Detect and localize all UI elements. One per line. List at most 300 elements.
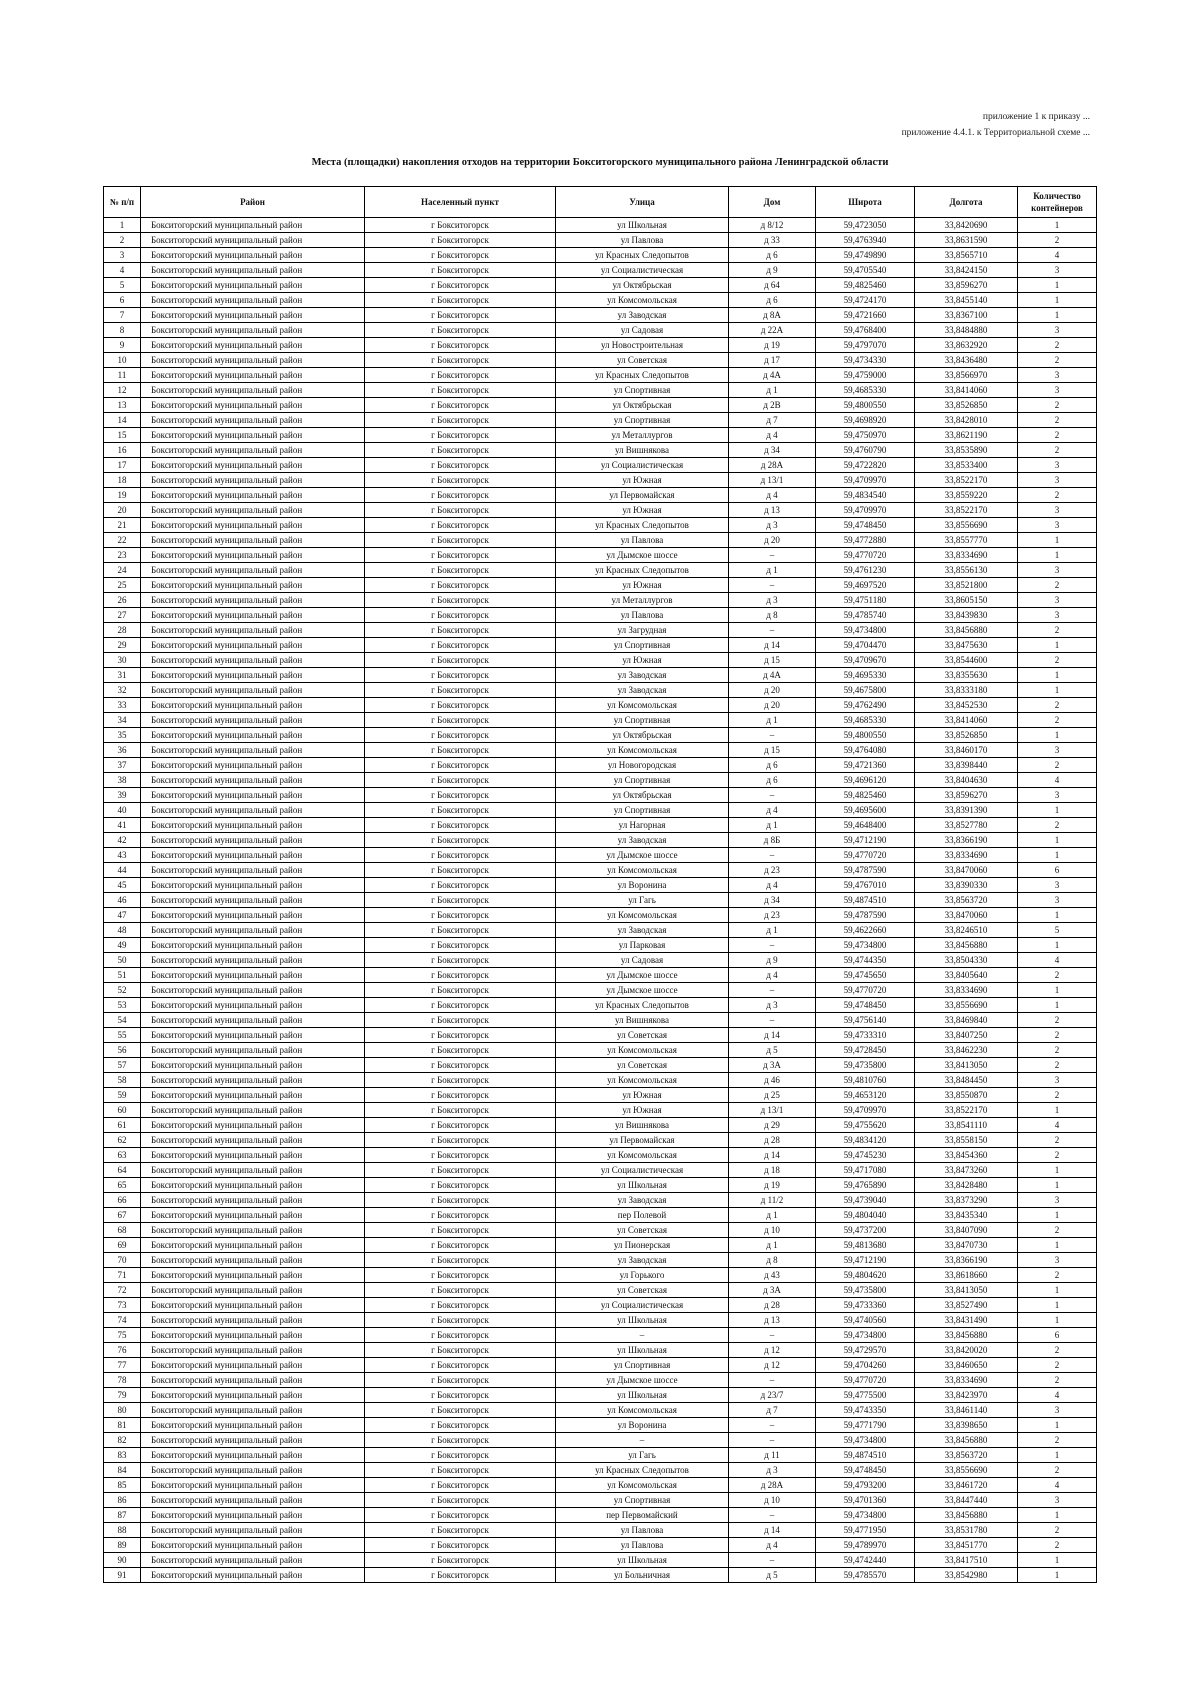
container-count-cell: 2 bbox=[1018, 653, 1097, 668]
district-cell: Бокситогорский муниципальный район bbox=[141, 1163, 365, 1178]
latitude-cell: 59,4775500 bbox=[816, 1388, 915, 1403]
longitude-cell: 33,8407090 bbox=[915, 1223, 1018, 1238]
settlement-cell: г Бокситогорск bbox=[365, 1268, 556, 1283]
settlement-cell: г Бокситогорск bbox=[365, 1328, 556, 1343]
street-cell: ул Школьная bbox=[556, 1313, 729, 1328]
row-number: 47 bbox=[104, 908, 141, 923]
longitude-cell: 33,8461140 bbox=[915, 1403, 1018, 1418]
column-header: Широта bbox=[816, 187, 915, 218]
table-row bbox=[104, 338, 1097, 353]
longitude-cell: 33,8398650 bbox=[915, 1418, 1018, 1433]
street-cell: ул Спортивная bbox=[556, 383, 729, 398]
row-number: 16 bbox=[104, 443, 141, 458]
longitude-cell: 33,8398440 bbox=[915, 758, 1018, 773]
row-number: 51 bbox=[104, 968, 141, 983]
settlement-cell: г Бокситогорск bbox=[365, 1463, 556, 1478]
longitude-cell: 33,8413050 bbox=[915, 1058, 1018, 1073]
latitude-cell: 59,4748450 bbox=[816, 1463, 915, 1478]
row-number: 33 bbox=[104, 698, 141, 713]
container-count-cell: 2 bbox=[1018, 968, 1097, 983]
column-header: Количество контейнеров bbox=[1018, 187, 1097, 218]
settlement-cell: г Бокситогорск bbox=[365, 848, 556, 863]
settlement-cell: г Бокситогорск bbox=[365, 1028, 556, 1043]
latitude-cell: 59,4749890 bbox=[816, 248, 915, 263]
street-cell: ул Гагь bbox=[556, 1448, 729, 1463]
district-cell: Бокситогорский муниципальный район bbox=[141, 233, 365, 248]
longitude-cell: 33,8470730 bbox=[915, 1238, 1018, 1253]
container-count-cell: 1 bbox=[1018, 1283, 1097, 1298]
table-row bbox=[104, 1298, 1097, 1313]
latitude-cell: 59,4734800 bbox=[816, 1508, 915, 1523]
container-count-cell: 2 bbox=[1018, 1043, 1097, 1058]
container-count-cell: 3 bbox=[1018, 788, 1097, 803]
house-cell: д 15 bbox=[729, 743, 816, 758]
row-number: 27 bbox=[104, 608, 141, 623]
latitude-cell: 59,4793200 bbox=[816, 1478, 915, 1493]
settlement-cell: г Бокситогорск bbox=[365, 458, 556, 473]
container-count-cell: 1 bbox=[1018, 548, 1097, 563]
street-cell: ул Заводская bbox=[556, 308, 729, 323]
row-number: 20 bbox=[104, 503, 141, 518]
row-number: 32 bbox=[104, 683, 141, 698]
row-number: 52 bbox=[104, 983, 141, 998]
district-cell: Бокситогорский муниципальный район bbox=[141, 923, 365, 938]
table-row bbox=[104, 668, 1097, 683]
container-count-cell: 2 bbox=[1018, 413, 1097, 428]
table-row bbox=[104, 893, 1097, 908]
container-count-cell: 1 bbox=[1018, 278, 1097, 293]
container-count-cell: 3 bbox=[1018, 563, 1097, 578]
table-row bbox=[104, 1508, 1097, 1523]
longitude-cell: 33,8522170 bbox=[915, 1103, 1018, 1118]
street-cell: ул Пионерская bbox=[556, 1238, 729, 1253]
settlement-cell: г Бокситогорск bbox=[365, 1358, 556, 1373]
longitude-cell: 33,8631590 bbox=[915, 233, 1018, 248]
street-cell: ул Вишнякова bbox=[556, 1118, 729, 1133]
latitude-cell: 59,4755620 bbox=[816, 1118, 915, 1133]
longitude-cell: 33,8533400 bbox=[915, 458, 1018, 473]
latitude-cell: 59,4765890 bbox=[816, 1178, 915, 1193]
settlement-cell: г Бокситогорск bbox=[365, 1253, 556, 1268]
table-header-row bbox=[104, 187, 1097, 218]
container-count-cell: 2 bbox=[1018, 1433, 1097, 1448]
settlement-cell: г Бокситогорск bbox=[365, 878, 556, 893]
latitude-cell: 59,4709670 bbox=[816, 653, 915, 668]
street-cell: ул Комсомольская bbox=[556, 863, 729, 878]
district-cell: Бокситогорский муниципальный район bbox=[141, 1373, 365, 1388]
street-cell: ул Металлургов bbox=[556, 428, 729, 443]
street-cell: ул Советская bbox=[556, 353, 729, 368]
latitude-cell: 59,4770720 bbox=[816, 548, 915, 563]
row-number: 82 bbox=[104, 1433, 141, 1448]
table-row bbox=[104, 1343, 1097, 1358]
row-number: 41 bbox=[104, 818, 141, 833]
house-cell: д 9 bbox=[729, 953, 816, 968]
house-cell: д 64 bbox=[729, 278, 816, 293]
table-row bbox=[104, 353, 1097, 368]
longitude-cell: 33,8407250 bbox=[915, 1028, 1018, 1043]
district-cell: Бокситогорский муниципальный район bbox=[141, 878, 365, 893]
table-row bbox=[104, 638, 1097, 653]
street-cell: ул Вишнякова bbox=[556, 1013, 729, 1028]
longitude-cell: 33,8531780 bbox=[915, 1523, 1018, 1538]
row-number: 91 bbox=[104, 1568, 141, 1583]
longitude-cell: 33,8475630 bbox=[915, 638, 1018, 653]
container-count-cell: 1 bbox=[1018, 1103, 1097, 1118]
latitude-cell: 59,4745650 bbox=[816, 968, 915, 983]
house-cell: д 12 bbox=[729, 1358, 816, 1373]
latitude-cell: 59,4622660 bbox=[816, 923, 915, 938]
house-cell: д 3А bbox=[729, 1058, 816, 1073]
container-count-cell: 3 bbox=[1018, 383, 1097, 398]
table-row bbox=[104, 1118, 1097, 1133]
settlement-cell: г Бокситогорск bbox=[365, 1568, 556, 1583]
settlement-cell: г Бокситогорск bbox=[365, 428, 556, 443]
latitude-cell: 59,4771790 bbox=[816, 1418, 915, 1433]
row-number: 10 bbox=[104, 353, 141, 368]
latitude-cell: 59,4685330 bbox=[816, 713, 915, 728]
latitude-cell: 59,4759000 bbox=[816, 368, 915, 383]
district-cell: Бокситогорский муниципальный район bbox=[141, 518, 365, 533]
house-cell: д 5 bbox=[729, 1043, 816, 1058]
latitude-cell: 59,4804620 bbox=[816, 1268, 915, 1283]
house-cell: д 23 bbox=[729, 863, 816, 878]
latitude-cell: 59,4696120 bbox=[816, 773, 915, 788]
table-row bbox=[104, 998, 1097, 1013]
table-row bbox=[104, 878, 1097, 893]
table-row bbox=[104, 1028, 1097, 1043]
latitude-cell: 59,4797070 bbox=[816, 338, 915, 353]
longitude-cell: 33,8431490 bbox=[915, 1313, 1018, 1328]
latitude-cell: 59,4734800 bbox=[816, 623, 915, 638]
container-count-cell: 3 bbox=[1018, 503, 1097, 518]
district-cell: Бокситогорский муниципальный район bbox=[141, 1208, 365, 1223]
house-cell: д 23 bbox=[729, 908, 816, 923]
settlement-cell: г Бокситогорск bbox=[365, 1523, 556, 1538]
district-cell: Бокситогорский муниципальный район bbox=[141, 1133, 365, 1148]
table-row bbox=[104, 1538, 1097, 1553]
row-number: 78 bbox=[104, 1373, 141, 1388]
latitude-cell: 59,4695600 bbox=[816, 803, 915, 818]
house-cell: – bbox=[729, 938, 816, 953]
table-row bbox=[104, 308, 1097, 323]
street-cell: – bbox=[556, 1433, 729, 1448]
longitude-cell: 33,8414060 bbox=[915, 383, 1018, 398]
street-cell: ул Парковая bbox=[556, 938, 729, 953]
street-cell: ул Красных Следопытов bbox=[556, 998, 729, 1013]
table-row bbox=[104, 1493, 1097, 1508]
district-cell: Бокситогорский муниципальный район bbox=[141, 623, 365, 638]
longitude-cell: 33,8417510 bbox=[915, 1553, 1018, 1568]
row-number: 67 bbox=[104, 1208, 141, 1223]
district-cell: Бокситогорский муниципальный район bbox=[141, 578, 365, 593]
latitude-cell: 59,4704260 bbox=[816, 1358, 915, 1373]
longitude-cell: 33,8420690 bbox=[915, 218, 1018, 233]
table-row bbox=[104, 773, 1097, 788]
table-row bbox=[104, 1478, 1097, 1493]
house-cell: д 10 bbox=[729, 1493, 816, 1508]
longitude-cell: 33,8404630 bbox=[915, 773, 1018, 788]
street-cell: ул Заводская bbox=[556, 923, 729, 938]
table-row bbox=[104, 533, 1097, 548]
container-count-cell: 4 bbox=[1018, 1478, 1097, 1493]
row-number: 50 bbox=[104, 953, 141, 968]
container-count-cell: 3 bbox=[1018, 1253, 1097, 1268]
settlement-cell: г Бокситогорск bbox=[365, 353, 556, 368]
table-row bbox=[104, 428, 1097, 443]
street-cell: ул Красных Следопытов bbox=[556, 1463, 729, 1478]
row-number: 66 bbox=[104, 1193, 141, 1208]
longitude-cell: 33,8334690 bbox=[915, 548, 1018, 563]
house-cell: д 3 bbox=[729, 593, 816, 608]
row-number: 84 bbox=[104, 1463, 141, 1478]
longitude-cell: 33,8447440 bbox=[915, 1493, 1018, 1508]
container-count-cell: 3 bbox=[1018, 518, 1097, 533]
column-header: Дом bbox=[729, 187, 816, 218]
longitude-cell: 33,8367100 bbox=[915, 308, 1018, 323]
district-cell: Бокситогорский муниципальный район bbox=[141, 1088, 365, 1103]
street-cell: ул Вишнякова bbox=[556, 443, 729, 458]
street-cell: ул Спортивная bbox=[556, 1493, 729, 1508]
row-number: 37 bbox=[104, 758, 141, 773]
district-cell: Бокситогорский муниципальный район bbox=[141, 638, 365, 653]
row-number: 56 bbox=[104, 1043, 141, 1058]
longitude-cell: 33,8373290 bbox=[915, 1193, 1018, 1208]
container-count-cell: 2 bbox=[1018, 698, 1097, 713]
latitude-cell: 59,4762490 bbox=[816, 698, 915, 713]
row-number: 73 bbox=[104, 1298, 141, 1313]
district-cell: Бокситогорский муниципальный район bbox=[141, 1253, 365, 1268]
district-cell: Бокситогорский муниципальный район bbox=[141, 1058, 365, 1073]
street-cell: ул Комсомольская bbox=[556, 908, 729, 923]
table-row bbox=[104, 758, 1097, 773]
container-count-cell: 1 bbox=[1018, 683, 1097, 698]
district-cell: Бокситогорский муниципальный район bbox=[141, 383, 365, 398]
latitude-cell: 59,4800550 bbox=[816, 398, 915, 413]
longitude-cell: 33,8413050 bbox=[915, 1283, 1018, 1298]
district-cell: Бокситогорский муниципальный район bbox=[141, 278, 365, 293]
longitude-cell: 33,8461720 bbox=[915, 1478, 1018, 1493]
row-number: 68 bbox=[104, 1223, 141, 1238]
settlement-cell: г Бокситогорск bbox=[365, 1298, 556, 1313]
row-number: 23 bbox=[104, 548, 141, 563]
longitude-cell: 33,8390330 bbox=[915, 878, 1018, 893]
longitude-cell: 33,8618660 bbox=[915, 1268, 1018, 1283]
row-number: 86 bbox=[104, 1493, 141, 1508]
row-number: 24 bbox=[104, 563, 141, 578]
district-cell: Бокситогорский муниципальный район bbox=[141, 1028, 365, 1043]
row-number: 12 bbox=[104, 383, 141, 398]
table-row bbox=[104, 623, 1097, 638]
longitude-cell: 33,8544600 bbox=[915, 653, 1018, 668]
settlement-cell: г Бокситогорск bbox=[365, 518, 556, 533]
street-cell: ул Октябрьская bbox=[556, 278, 729, 293]
settlement-cell: г Бокситогорск bbox=[365, 443, 556, 458]
table-row bbox=[104, 518, 1097, 533]
district-cell: Бокситогорский муниципальный район bbox=[141, 593, 365, 608]
house-cell: д 25 bbox=[729, 1088, 816, 1103]
house-cell: д 22А bbox=[729, 323, 816, 338]
row-number: 65 bbox=[104, 1178, 141, 1193]
table-row bbox=[104, 1523, 1097, 1538]
street-cell: ул Комсомольская bbox=[556, 1043, 729, 1058]
street-cell: ул Павлова bbox=[556, 233, 729, 248]
settlement-cell: г Бокситогорск bbox=[365, 1553, 556, 1568]
table-row bbox=[104, 1253, 1097, 1268]
latitude-cell: 59,4735800 bbox=[816, 1283, 915, 1298]
district-cell: Бокситогорский муниципальный район bbox=[141, 398, 365, 413]
container-count-cell: 1 bbox=[1018, 218, 1097, 233]
settlement-cell: г Бокситогорск bbox=[365, 1343, 556, 1358]
settlement-cell: г Бокситогорск bbox=[365, 998, 556, 1013]
table-row bbox=[104, 1133, 1097, 1148]
house-cell: – bbox=[729, 728, 816, 743]
street-cell: ул Школьная bbox=[556, 1343, 729, 1358]
settlement-cell: г Бокситогорск bbox=[365, 1193, 556, 1208]
street-cell: – bbox=[556, 1328, 729, 1343]
street-cell: ул Павлова bbox=[556, 533, 729, 548]
longitude-cell: 33,8484450 bbox=[915, 1073, 1018, 1088]
row-number: 9 bbox=[104, 338, 141, 353]
district-cell: Бокситогорский муниципальный район bbox=[141, 1118, 365, 1133]
container-count-cell: 1 bbox=[1018, 668, 1097, 683]
row-number: 2 bbox=[104, 233, 141, 248]
table-row bbox=[104, 698, 1097, 713]
settlement-cell: г Бокситогорск bbox=[365, 383, 556, 398]
settlement-cell: г Бокситогорск bbox=[365, 908, 556, 923]
house-cell: д 12 bbox=[729, 1343, 816, 1358]
settlement-cell: г Бокситогорск bbox=[365, 1043, 556, 1058]
street-cell: ул Заводская bbox=[556, 1253, 729, 1268]
district-cell: Бокситогорский муниципальный район bbox=[141, 473, 365, 488]
house-cell: д 43 bbox=[729, 1268, 816, 1283]
longitude-cell: 33,8355630 bbox=[915, 668, 1018, 683]
settlement-cell: г Бокситогорск bbox=[365, 473, 556, 488]
district-cell: Бокситогорский муниципальный район bbox=[141, 668, 365, 683]
house-cell: д 33 bbox=[729, 233, 816, 248]
latitude-cell: 59,4770720 bbox=[816, 848, 915, 863]
container-count-cell: 1 bbox=[1018, 1448, 1097, 1463]
house-cell: д 4 bbox=[729, 878, 816, 893]
table-row bbox=[104, 683, 1097, 698]
container-count-cell: 2 bbox=[1018, 233, 1097, 248]
latitude-cell: 59,4735800 bbox=[816, 1058, 915, 1073]
house-cell: д 4 bbox=[729, 968, 816, 983]
district-cell: Бокситогорский муниципальный район bbox=[141, 1478, 365, 1493]
container-count-cell: 2 bbox=[1018, 1088, 1097, 1103]
row-number: 61 bbox=[104, 1118, 141, 1133]
house-cell: – bbox=[729, 788, 816, 803]
container-count-cell: 2 bbox=[1018, 338, 1097, 353]
table-row bbox=[104, 1463, 1097, 1478]
longitude-cell: 33,8391390 bbox=[915, 803, 1018, 818]
table-row bbox=[104, 278, 1097, 293]
table-row bbox=[104, 1073, 1097, 1088]
latitude-cell: 59,4712190 bbox=[816, 833, 915, 848]
row-number: 42 bbox=[104, 833, 141, 848]
latitude-cell: 59,4763940 bbox=[816, 233, 915, 248]
latitude-cell: 59,4742440 bbox=[816, 1553, 915, 1568]
settlement-cell: г Бокситогорск bbox=[365, 398, 556, 413]
container-count-cell: 1 bbox=[1018, 803, 1097, 818]
container-count-cell: 3 bbox=[1018, 263, 1097, 278]
longitude-cell: 33,8526850 bbox=[915, 398, 1018, 413]
latitude-cell: 59,4698920 bbox=[816, 413, 915, 428]
street-cell: ул Нагорная bbox=[556, 818, 729, 833]
settlement-cell: г Бокситогорск bbox=[365, 1388, 556, 1403]
container-count-cell: 3 bbox=[1018, 458, 1097, 473]
district-cell: Бокситогорский муниципальный район bbox=[141, 1358, 365, 1373]
latitude-cell: 59,4748450 bbox=[816, 998, 915, 1013]
district-cell: Бокситогорский муниципальный район bbox=[141, 368, 365, 383]
container-count-cell: 2 bbox=[1018, 578, 1097, 593]
longitude-cell: 33,8334690 bbox=[915, 1373, 1018, 1388]
street-cell: ул Социалистическая bbox=[556, 1163, 729, 1178]
table-row bbox=[104, 578, 1097, 593]
longitude-cell: 33,8436480 bbox=[915, 353, 1018, 368]
settlement-cell: г Бокситогорск bbox=[365, 1058, 556, 1073]
container-count-cell: 2 bbox=[1018, 623, 1097, 638]
street-cell: ул Заводская bbox=[556, 668, 729, 683]
longitude-cell: 33,8556690 bbox=[915, 518, 1018, 533]
longitude-cell: 33,8246510 bbox=[915, 923, 1018, 938]
longitude-cell: 33,8469840 bbox=[915, 1013, 1018, 1028]
house-cell: д 4 bbox=[729, 428, 816, 443]
container-count-cell: 3 bbox=[1018, 473, 1097, 488]
longitude-cell: 33,8366190 bbox=[915, 1253, 1018, 1268]
latitude-cell: 59,4787590 bbox=[816, 908, 915, 923]
container-count-cell: 1 bbox=[1018, 1178, 1097, 1193]
street-cell: ул Социалистическая bbox=[556, 1298, 729, 1313]
settlement-cell: г Бокситогорск bbox=[365, 803, 556, 818]
table-row bbox=[104, 473, 1097, 488]
container-count-cell: 1 bbox=[1018, 998, 1097, 1013]
row-number: 89 bbox=[104, 1538, 141, 1553]
latitude-cell: 59,4744350 bbox=[816, 953, 915, 968]
container-count-cell: 2 bbox=[1018, 488, 1097, 503]
house-cell: д 28А bbox=[729, 1478, 816, 1493]
district-cell: Бокситогорский муниципальный район bbox=[141, 1568, 365, 1583]
longitude-cell: 33,8435340 bbox=[915, 1208, 1018, 1223]
street-cell: ул Дымское шоссе bbox=[556, 968, 729, 983]
latitude-cell: 59,4685330 bbox=[816, 383, 915, 398]
table-row bbox=[104, 1358, 1097, 1373]
table-row bbox=[104, 368, 1097, 383]
latitude-cell: 59,4709970 bbox=[816, 473, 915, 488]
district-cell: Бокситогорский муниципальный район bbox=[141, 248, 365, 263]
container-count-cell: 2 bbox=[1018, 1268, 1097, 1283]
settlement-cell: г Бокситогорск bbox=[365, 1133, 556, 1148]
latitude-cell: 59,4770720 bbox=[816, 983, 915, 998]
street-cell: ул Павлова bbox=[556, 1538, 729, 1553]
latitude-cell: 59,4785570 bbox=[816, 1568, 915, 1583]
latitude-cell: 59,4712190 bbox=[816, 1253, 915, 1268]
district-cell: Бокситогорский муниципальный район bbox=[141, 1493, 365, 1508]
settlement-cell: г Бокситогорск bbox=[365, 578, 556, 593]
latitude-cell: 59,4761230 bbox=[816, 563, 915, 578]
container-count-cell: 2 bbox=[1018, 1343, 1097, 1358]
district-cell: Бокситогорский муниципальный район bbox=[141, 608, 365, 623]
settlement-cell: г Бокситогорск bbox=[365, 1493, 556, 1508]
longitude-cell: 33,8455140 bbox=[915, 293, 1018, 308]
latitude-cell: 59,4717080 bbox=[816, 1163, 915, 1178]
longitude-cell: 33,8557770 bbox=[915, 533, 1018, 548]
latitude-cell: 59,4800550 bbox=[816, 728, 915, 743]
district-cell: Бокситогорский муниципальный район bbox=[141, 338, 365, 353]
district-cell: Бокситогорский муниципальный район bbox=[141, 1238, 365, 1253]
latitude-cell: 59,4705540 bbox=[816, 263, 915, 278]
container-count-cell: 2 bbox=[1018, 1148, 1097, 1163]
